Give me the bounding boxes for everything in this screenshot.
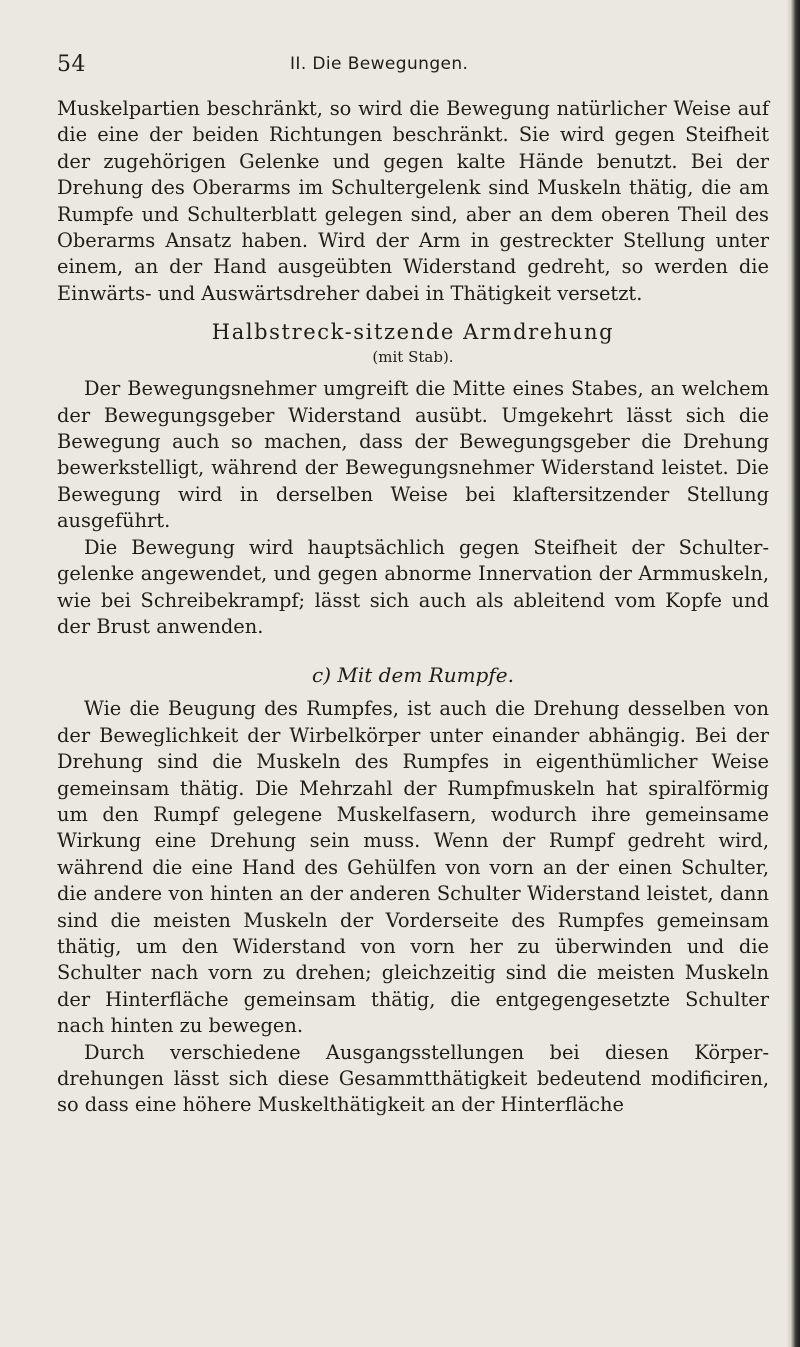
section-paragraph: Die Bewegung wird hauptsächlich gegen Steifheit der Schultergelenke angewendet, und gegen abnorme Innervation der Armmuskeln, wie bei Schreibekrampf; lässt sich auch als ableitend vom Kopfe und der Brust anwenden. [57,535,769,638]
running-head: II. Die Bewegungen. [290,54,469,74]
page-header [57,52,767,88]
subsection-rumpfe [57,662,769,1119]
page-number: 54 [57,52,86,77]
subsection-title: c) Mit dem Rumpfe. [312,663,514,688]
intro-paragraph: Muskelpartien beschränkt, so wird die Bewegung natürlicher Weise auf die eine der beiden Richtungen beschränkt. Sie wird gegen Steifheit der zugehörigen Gelenke und gegen kalte Hände benutzt. Bei der Drehung des Oberarms im Schultergelenk sind Muskeln thätig, die am Rumpfe und Schulterblatt gelegen sind, aber an dem oberen Theil des Oberarms Ansatz haben. Wird der Arm in gestreckter Stellung unter einem, an der Hand ausgeübten Widerstand gedreht, so werden die Einwärts- und Auswärtsdreher dabei in Thätigkeit versetzt. [57,97,769,305]
subsection-paragraph: Wie die Beugung des Rumpfes, ist auch die Drehung desselben von der Beweglichkeit der Wirbelkörper unter einander abhängig. Bei der Drehung sind die Muskeln des Rumpfes in eigenthümlicher Weise gemeinsam thätig. Die Mehrzahl der Rumpfmuskeln hat spiralförmig um den Rumpf gelegene Muskelfasern, wodurch ihre gemeinsame Wirkung eine Drehung sein muss. Wenn der Rumpf gedreht wird, während die eine Hand des Gehülfen von vorn an der einen Schulter, die andere von hinten an der anderen Schulter Widerstand leistet, dann sind die meisten Muskeln der Vorderseite des Rumpfes gemeinsam thätig, um den Widerstand von vorn her zu überwinden und die Schulter nach vorn zu drehen; gleichzeitig sind die meisten Muskeln der Hinterfläche gemeinsam thätig, die entgegengesetzte Schulter nach hinten zu bewegen. [57,697,769,1038]
section-paragraph: Der Bewegungsnehmer umgreift die Mitte eines Stabes, an welchem der Bewegungsgeber Widerstand ausübt. Umgekehrt lässt sich die Bewegung auch so machen, dass der Bewegungsgeber die Drehung bewerkstelligt, während der Bewegungsnehmer Widerstand leistet. Die Bewegung wird in derselben Weise bei klaftersitzender Stellung ausgeführt. [57,377,769,533]
subsection-paragraph: Durch verschiedene Ausgangsstellungen bei diesen Körperdrehungen lässt sich diese Gesammtthätigkeit bedeutend modificiren, so dass eine höhere Muskelthätigkeit an der Hinterfläche [57,1040,769,1117]
section-halbstreck [57,319,769,640]
section-title: Halbstreck-sitzende Armdrehung [211,320,615,345]
page-edge-shadow [786,0,800,1347]
section-subtitle: (mit Stab). [372,348,454,367]
body-text [57,96,769,1119]
